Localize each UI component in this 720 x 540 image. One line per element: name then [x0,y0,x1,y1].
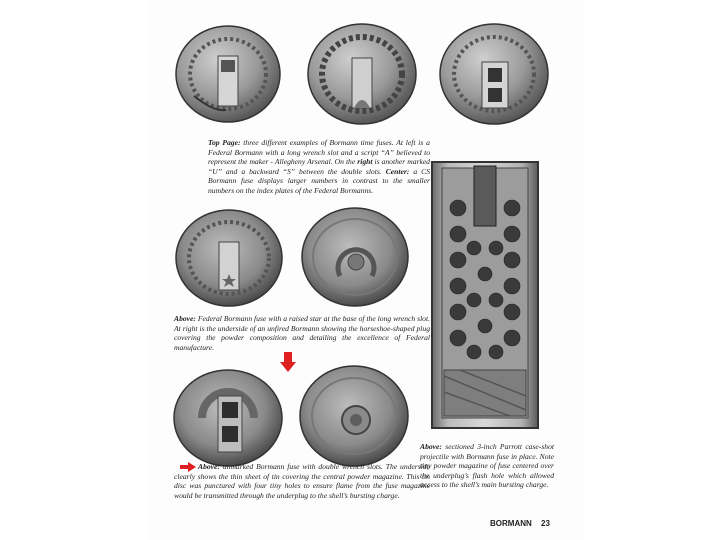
caption-text: unmarked Bormann fuse with double wrench slots. The underside clearly shows the thin sheet of tin covering the central powder magazine. This tin disc was punctured with four tiny holes to ensure flame from the fuse magazine would be transmitted through the underplug to the shell’s bursting charge. [174,462,430,500]
cs-bormann-fuse-photo [306,22,418,126]
sectioned-parrott-case-shot-photo [430,160,540,430]
caption-lead: Above: [420,442,442,451]
caption-lead: Above: [174,314,196,323]
federal-bormann-u-backward-s-fuse-photo [438,22,550,126]
caption-lead: Above: [198,462,220,471]
caption-text: a CS Bormann fuse displays larger numbers in contrast to the smaller numbers on the index plates of the Federal Bormanns. [208,166,430,195]
federal-bormann-script-a-fuse-photo [174,24,282,124]
book-page [148,0,584,540]
caption-text: three different examples of Bormann time fuses. At left is a Federal Bormann with a long wrench slot and a script “A” believed to represent the maker - Allegheny Arsenal. On the [208,138,430,167]
caption-text: sectioned 3-inch Parrott case-shot projectile with Bormann fuse in place. Note tiny powder magazine of fuse centered over the underplug’s flash hole which allowed access to the shell’s main bursting charge. [420,442,554,490]
bormann-underside-tin-disc-photo [298,364,410,468]
caption-lead: Top Page: [208,138,241,147]
caption-bold: right [357,157,373,167]
bottom-caption [174,462,430,500]
unmarked-bormann-double-slot-fuse-photo [172,368,284,468]
middle-caption [174,314,430,352]
federal-bormann-raised-star-fuse-photo [174,208,284,308]
top-page-caption [208,138,430,196]
caption-text: is another marked “U” and a backward “S” between the double slots. [208,157,430,176]
caption-bold: Center: [385,166,410,176]
caption-text: Federal Bormann fuse with a raised star at the base of the long wrench slot. At right is the underside of an unfired Bormann showing the horseshoe-shaped plug covering the powder composition and detailing the excellence of Federal manufacture. [174,314,430,352]
page-number: 23 [541,519,550,528]
footer-section-label: BORMANN [490,519,532,528]
right-caption [420,442,554,490]
bormann-underside-horseshoe-plug-photo [300,206,410,308]
